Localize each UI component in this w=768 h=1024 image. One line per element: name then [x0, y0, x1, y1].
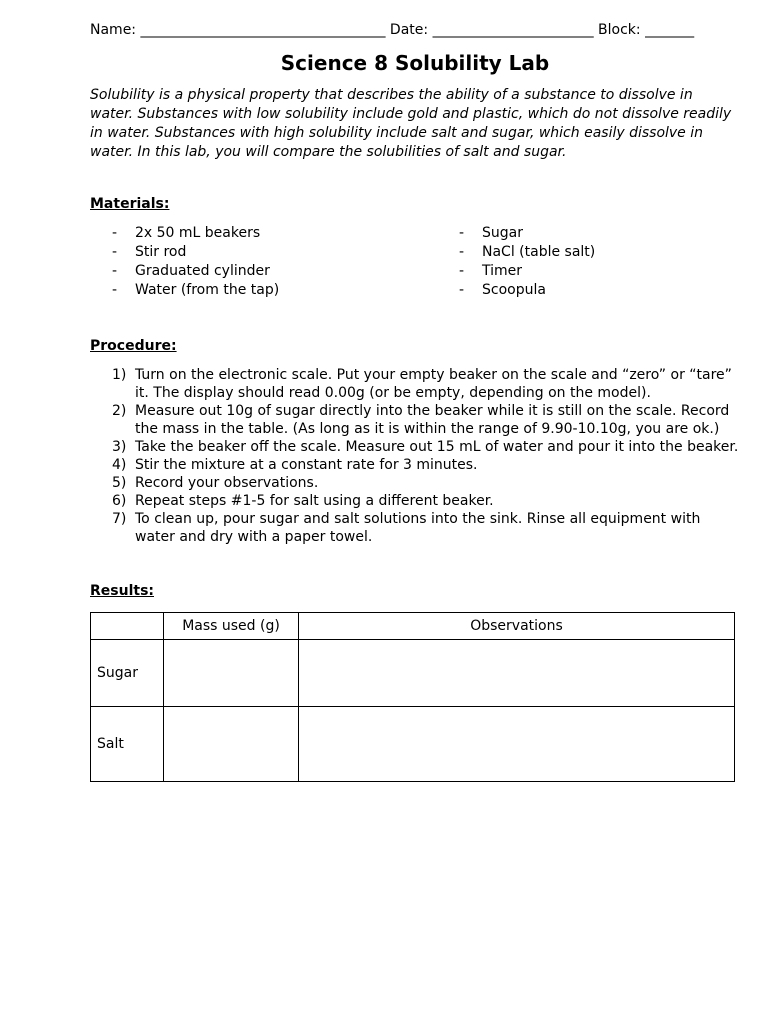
material-item: Stir rod	[135, 244, 187, 260]
procedure-step	[90, 474, 740, 492]
step-text: Repeat steps #1-5 for salt using a different beaker.	[135, 493, 494, 509]
material-item: 2x 50 mL beakers	[135, 225, 261, 241]
list-bullet: -	[112, 225, 118, 241]
block-blank: _______	[645, 22, 695, 38]
materials-left-column	[90, 224, 279, 300]
list-bullet: -	[459, 225, 465, 241]
column-header	[91, 613, 164, 640]
material-item: Timer	[482, 263, 523, 279]
procedure-step	[90, 456, 740, 474]
list-item	[90, 262, 279, 281]
date-label: Date:	[385, 22, 433, 38]
procedure-step	[90, 366, 740, 402]
step-number: 1)	[112, 367, 127, 383]
list-item	[437, 224, 595, 243]
list-item	[437, 243, 595, 262]
list-bullet: -	[112, 244, 118, 260]
step-text: To clean up, pour sugar and salt solutions into the sink. Rinse all equipment with water and dry with a paper towel.	[135, 511, 701, 545]
list-item	[90, 281, 279, 300]
block-label: Block:	[593, 22, 646, 38]
row-label: Sugar	[91, 640, 164, 707]
list-bullet: -	[459, 282, 465, 298]
procedure-heading: Procedure:	[90, 338, 177, 354]
materials-list	[90, 224, 740, 304]
list-item	[437, 281, 595, 300]
material-item: Sugar	[482, 225, 523, 241]
step-text: Record your observations.	[135, 475, 319, 491]
table-header-row	[91, 613, 735, 640]
step-text: Take the beaker off the scale. Measure out 15 mL of water and pour it into the beaker.	[135, 439, 739, 455]
list-bullet: -	[459, 263, 465, 279]
table-row	[91, 707, 735, 782]
step-number: 5)	[112, 475, 127, 491]
procedure-step	[90, 438, 740, 456]
procedure-list	[90, 366, 740, 546]
page-title: Science 8 Solubility Lab	[280, 51, 550, 75]
results-heading: Results:	[90, 583, 154, 599]
step-number: 4)	[112, 457, 127, 473]
material-item: NaCl (table salt)	[482, 244, 596, 260]
procedure-step	[90, 492, 740, 510]
results-table	[90, 612, 735, 782]
step-number: 2)	[112, 403, 127, 419]
list-bullet: -	[459, 244, 465, 260]
step-number: 7)	[112, 511, 127, 527]
step-number: 3)	[112, 439, 127, 455]
step-text: Measure out 10g of sugar directly into the beaker while it is still on the scale. Record the mass in the table. (As long as it is within the range of 9.90-10.10g, you are ok.)	[135, 403, 730, 437]
column-header: Observations	[299, 613, 735, 640]
observations-cell[interactable]	[299, 640, 735, 707]
step-text: Stir the mixture at a constant rate for 3 minutes.	[135, 457, 478, 473]
materials-right-column	[437, 224, 595, 300]
mass-cell[interactable]	[164, 707, 299, 782]
procedure-step	[90, 510, 740, 546]
header-line	[90, 22, 740, 38]
row-label: Salt	[91, 707, 164, 782]
name-blank: ___________________________________	[140, 22, 386, 38]
list-item	[437, 262, 595, 281]
material-item: Graduated cylinder	[135, 263, 270, 279]
procedure-step	[90, 402, 740, 438]
observations-cell[interactable]	[299, 707, 735, 782]
name-label: Name:	[90, 22, 141, 38]
mass-cell[interactable]	[164, 640, 299, 707]
step-text: Turn on the electronic scale. Put your empty beaker on the scale and “zero” or “tare” it. The display should read 0.00g (or be empty, depending on the model).	[135, 367, 732, 401]
list-item	[90, 243, 279, 262]
date-blank: _______________________	[432, 22, 594, 38]
list-bullet: -	[112, 282, 118, 298]
table-row	[91, 640, 735, 707]
material-item: Scoopula	[482, 282, 546, 298]
material-item: Water (from the tap)	[135, 282, 280, 298]
step-number: 6)	[112, 493, 127, 509]
materials-heading: Materials:	[90, 196, 170, 212]
list-item	[90, 224, 279, 243]
column-header: Mass used (g)	[164, 613, 299, 640]
list-bullet: -	[112, 263, 118, 279]
intro-paragraph: Solubility is a physical property that describes the ability of a substance to dissolve in water. Substances with low solubility include gold and plastic, which do not dissolve readily in water. Substances with high solubility include salt and sugar, which easily dissolve in water. In this lab, you will compare the solubilities of salt and sugar.	[90, 87, 732, 160]
